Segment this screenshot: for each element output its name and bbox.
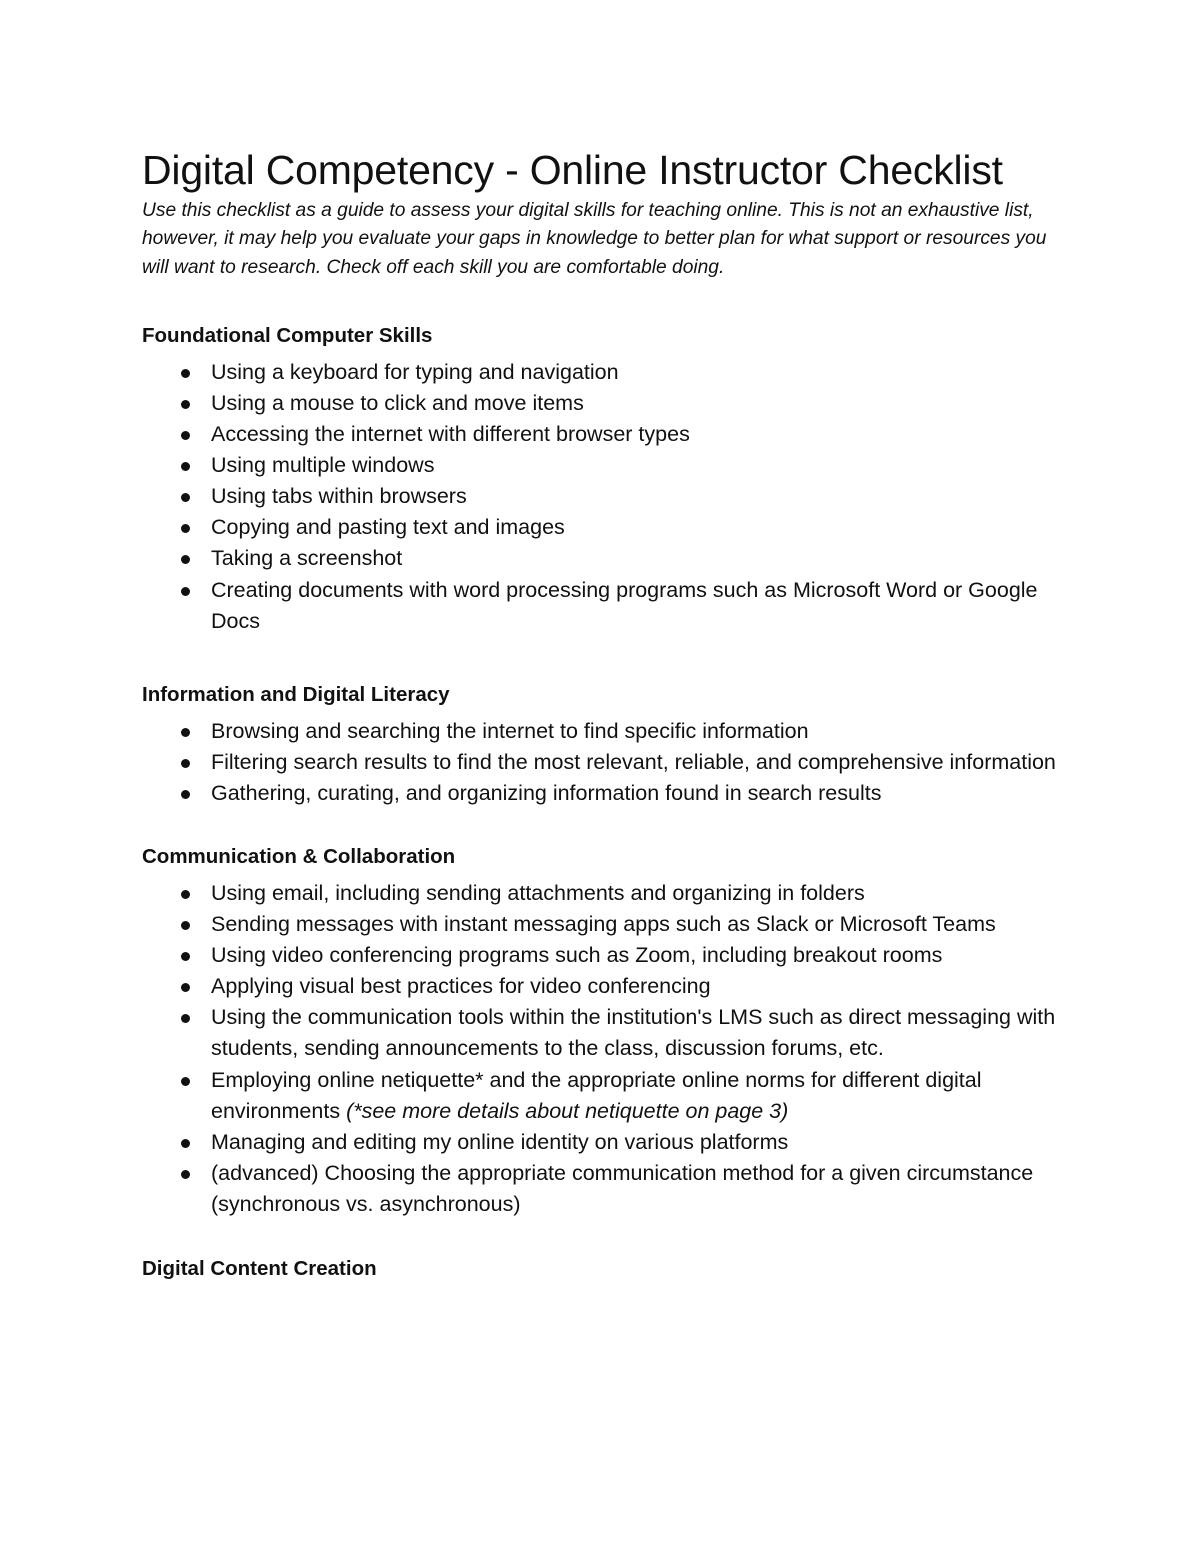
list-item-text: Creating documents with word processing programs such as Microsoft Word or Google Docs bbox=[211, 577, 1038, 633]
list-item-text: Using tabs within browsers bbox=[211, 484, 467, 509]
bullet-icon bbox=[181, 790, 190, 799]
section-heading-content-creation: Digital Content Creation bbox=[142, 1257, 377, 1281]
list-item bbox=[142, 1158, 1061, 1220]
bullet-icon bbox=[181, 462, 190, 471]
bullet-icon bbox=[181, 759, 190, 768]
list-item bbox=[142, 450, 1061, 481]
list-item-text: Using email, including sending attachments and organizing in folders bbox=[211, 881, 865, 906]
list-item-text: Taking a screenshot bbox=[211, 546, 403, 571]
list-item bbox=[142, 357, 1061, 388]
list-item bbox=[142, 747, 1061, 778]
bullet-icon bbox=[181, 952, 190, 961]
list-item-text: Using video conferencing programs such as Zoom, including breakout rooms bbox=[211, 943, 943, 968]
list-item-text: (advanced) Choosing the appropriate communication method for a given circumstance (synchronous vs. asynchronous) bbox=[211, 1160, 1034, 1216]
list-item-text: Managing and editing my online identity on various platforms bbox=[211, 1129, 789, 1154]
list-item bbox=[142, 1127, 1061, 1158]
literacy-list bbox=[142, 716, 1060, 809]
list-item-text: Using multiple windows bbox=[211, 453, 435, 478]
bullet-icon bbox=[181, 1170, 190, 1179]
bullet-icon bbox=[181, 369, 190, 378]
list-item-text: Copying and pasting text and images bbox=[211, 515, 565, 540]
list-item bbox=[142, 1002, 1061, 1064]
list-item bbox=[142, 481, 1061, 512]
bullet-icon bbox=[181, 983, 190, 992]
bullet-icon bbox=[181, 493, 190, 502]
list-item bbox=[142, 971, 1061, 1002]
list-item bbox=[142, 388, 1061, 419]
list-item bbox=[142, 940, 1061, 971]
list-item bbox=[142, 1065, 1061, 1127]
bullet-icon bbox=[181, 400, 190, 409]
list-item-text: Filtering search results to find the most relevant, reliable, and comprehensive information bbox=[211, 749, 1056, 774]
list-item-text: Browsing and searching the internet to find specific information bbox=[211, 718, 809, 743]
bullet-icon bbox=[181, 555, 190, 564]
list-item-text: Accessing the internet with different browser types bbox=[211, 422, 690, 447]
list-item bbox=[142, 575, 1061, 637]
list-item-text: Sending messages with instant messaging apps such as Slack or Microsoft Teams bbox=[211, 912, 996, 937]
netiquette-note: (*see more details about netiquette on page 3) bbox=[346, 1098, 789, 1123]
list-item-text: Applying visual best practices for video conferencing bbox=[211, 974, 711, 999]
list-item bbox=[142, 878, 1061, 909]
bullet-icon bbox=[181, 524, 190, 533]
section-heading-communication: Communication & Collaboration bbox=[142, 845, 456, 869]
list-item bbox=[142, 543, 1061, 574]
list-item-text: Using a keyboard for typing and navigation bbox=[211, 359, 619, 384]
foundational-list bbox=[142, 357, 1060, 637]
intro-paragraph: Use this checklist as a guide to assess your digital skills for teaching online. This is not an exhaustive list, however, it may help you evaluate your gaps in knowledge to better plan for what support or resources you will want to research. Check off each skill you are comfortable doing. bbox=[142, 200, 1047, 278]
list-item bbox=[142, 419, 1061, 450]
bullet-icon bbox=[181, 1077, 190, 1086]
list-item-text: Gathering, curating, and organizing information found in search results bbox=[211, 780, 882, 805]
bullet-icon bbox=[181, 890, 190, 899]
communication-list bbox=[142, 878, 1060, 1220]
section-heading-literacy: Information and Digital Literacy bbox=[142, 682, 450, 706]
list-item-text: Employing online netiquette* and the appropriate online norms for different digital environments bbox=[211, 1067, 982, 1123]
list-item bbox=[142, 778, 1061, 809]
bullet-icon bbox=[181, 431, 190, 440]
document-title: Digital Competency - Online Instructor Checklist bbox=[142, 147, 1003, 193]
list-item bbox=[142, 716, 1061, 747]
list-item-text: Using a mouse to click and move items bbox=[211, 390, 584, 415]
section-heading-foundational: Foundational Computer Skills bbox=[142, 323, 433, 347]
bullet-icon bbox=[181, 728, 190, 737]
list-item-text: Using the communication tools within the institution's LMS such as direct messaging with students, sending announcements to the class, discussion forums, etc. bbox=[211, 1005, 1056, 1061]
bullet-icon bbox=[181, 921, 190, 930]
bullet-icon bbox=[181, 1139, 190, 1148]
list-item bbox=[142, 909, 1061, 940]
bullet-icon bbox=[181, 1014, 190, 1023]
bullet-icon bbox=[181, 587, 190, 596]
list-item bbox=[142, 512, 1061, 543]
